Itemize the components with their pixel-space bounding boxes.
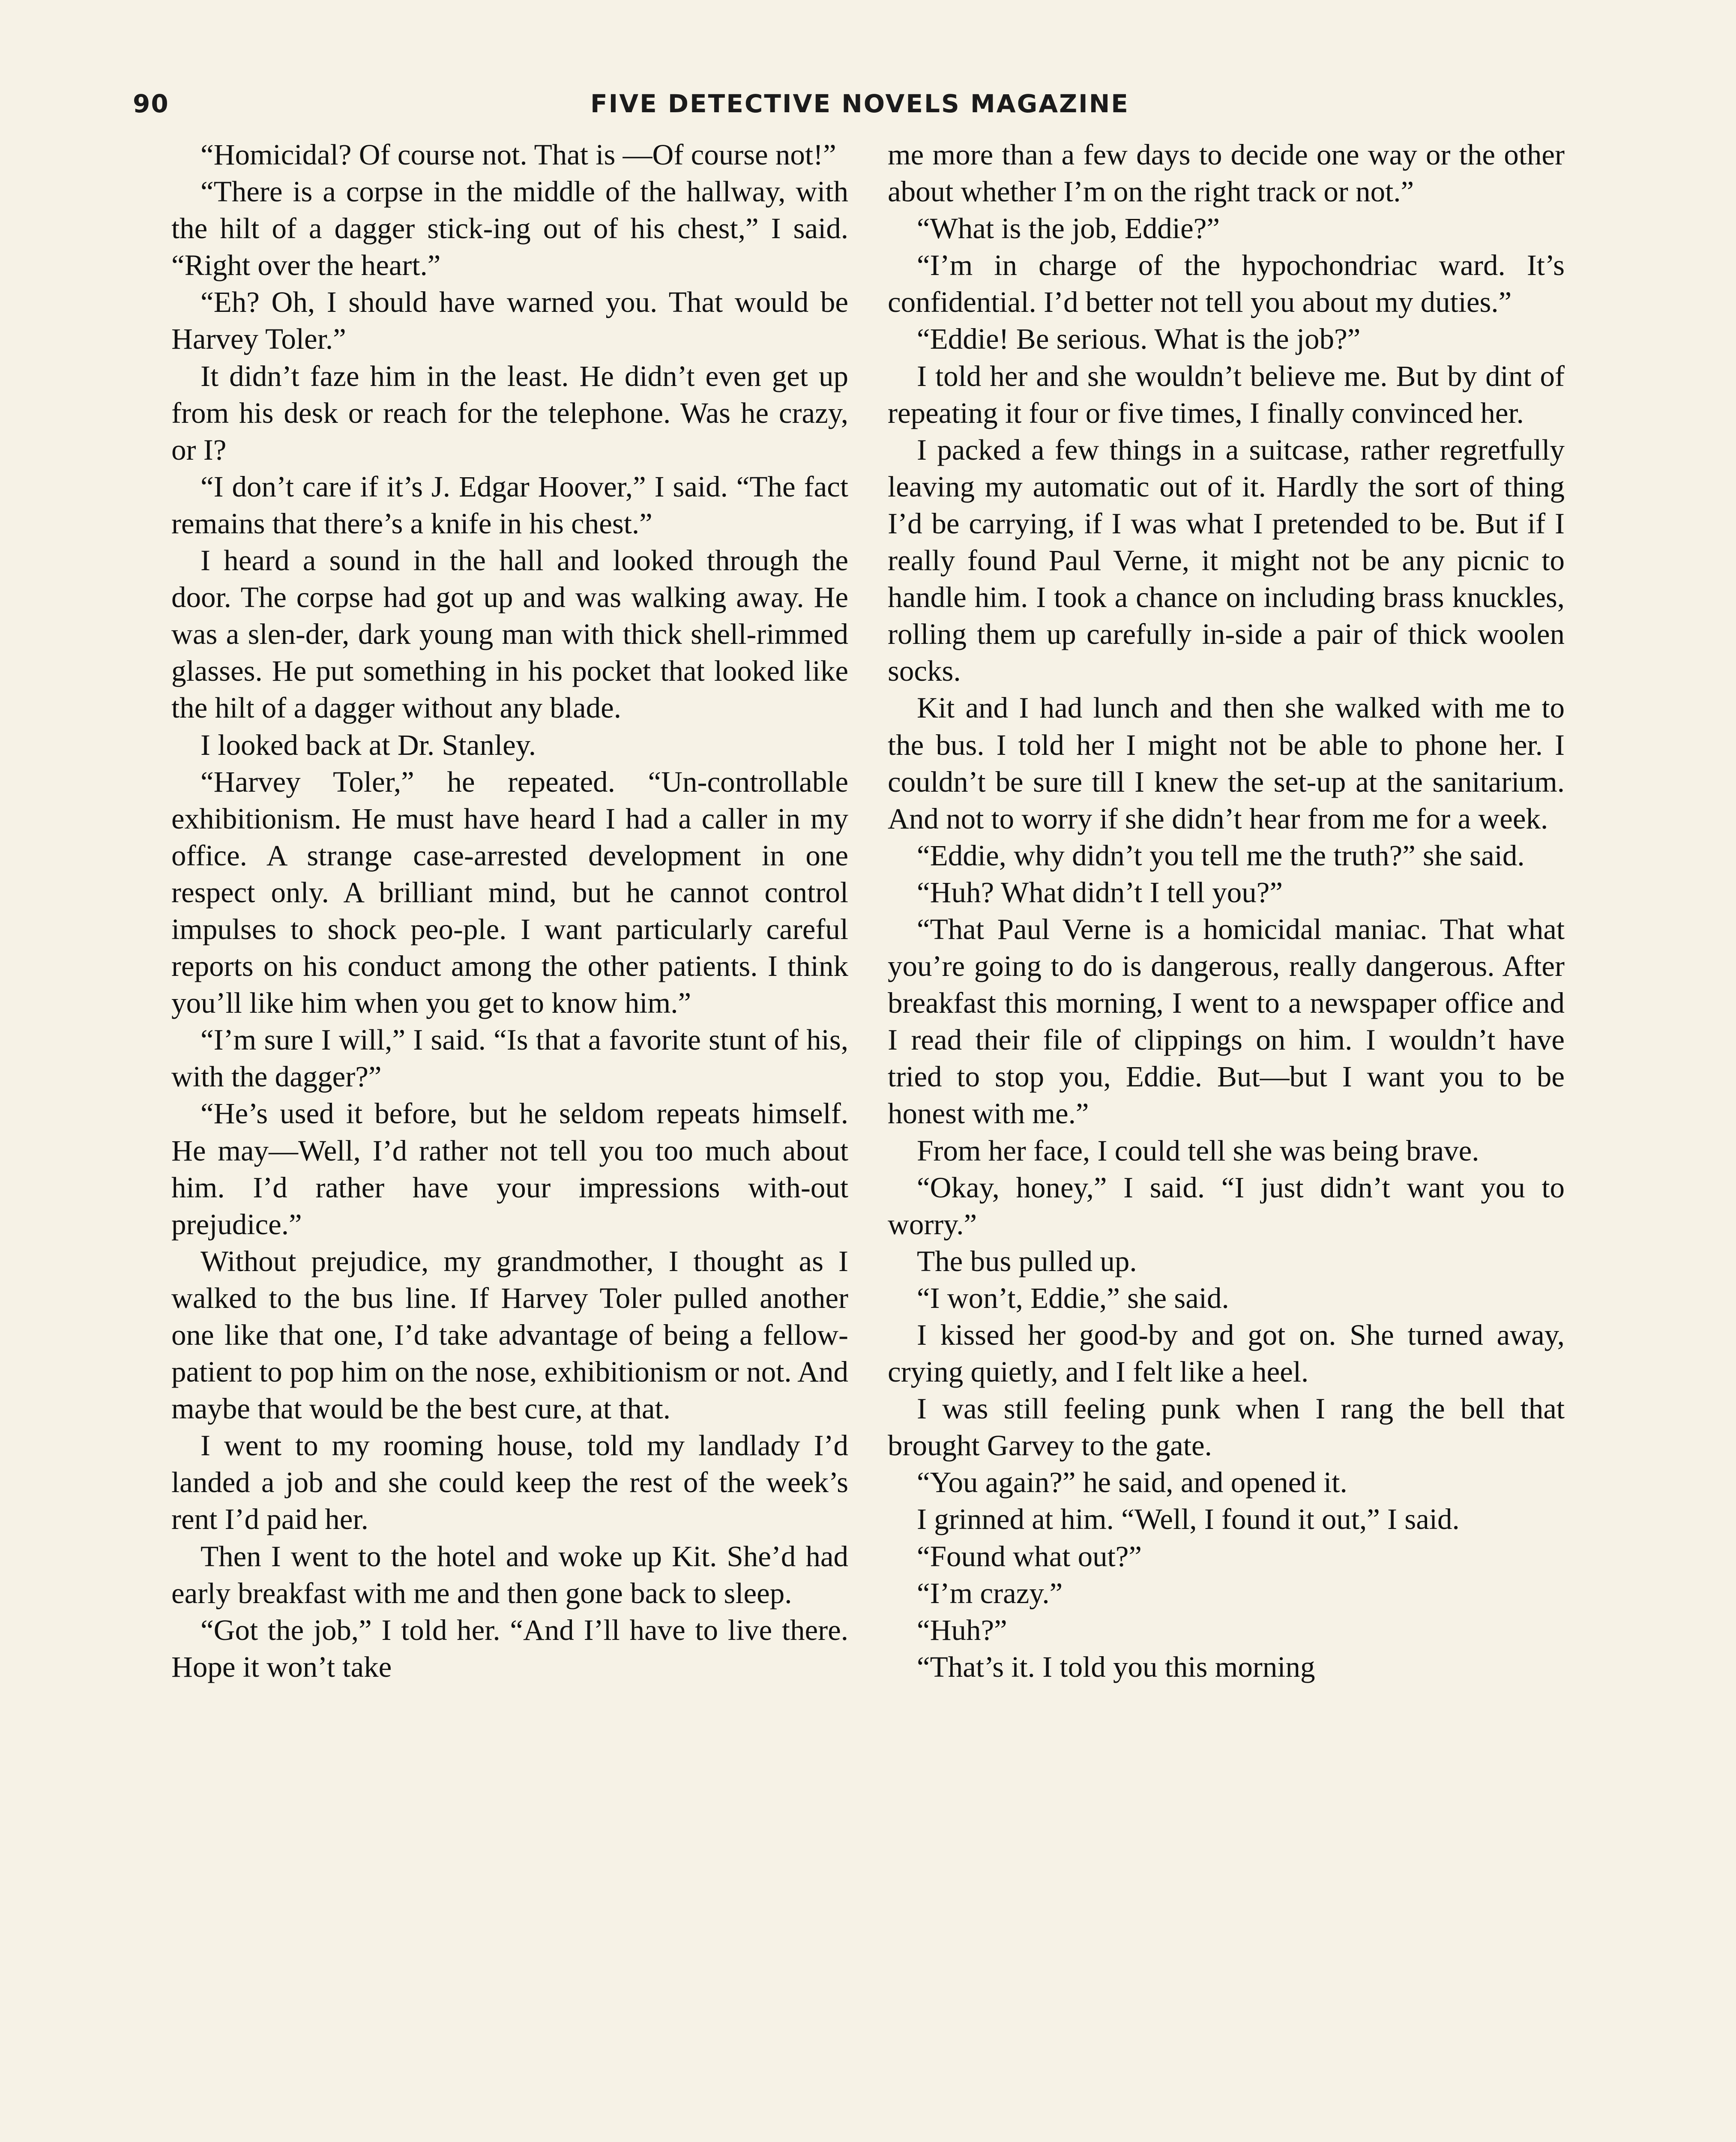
paragraph: “That’s it. I told you this morning <box>917 1650 1315 1683</box>
paragraph: “I won’t, Eddie,” she said. <box>917 1281 1229 1314</box>
paragraph: “Got the job,” I told her. “And I’ll have to live there. Hope it won’t take <box>171 1613 848 1683</box>
page-header <box>128 89 1567 128</box>
paragraph: I packed a few things in a suitcase, rather regretfully leaving my automatic out of it. Hardly the sort of thing I’d be carrying, if I was what I pretended to be. But if I really found Paul Verne, it might not be any picnic to handle him. I took a chance on including brass knuckles, rolling them up carefully in-side a pair of thick woolen socks. <box>888 433 1565 688</box>
paragraph: “Homicidal? Of course not. That is —Of course not!” <box>201 138 836 171</box>
paragraph: “I don’t care if it’s J. Edgar Hoover,” I said. “The fact remains that there’s a knife in his chest.” <box>171 470 848 540</box>
running-head: FIVE DETECTIVE NOVELS MAGAZINE <box>590 89 1129 118</box>
paragraph: “Eddie! Be serious. What is the job?” <box>917 323 1361 356</box>
paragraph: “Huh?” <box>917 1613 1007 1646</box>
paragraph: “Okay, honey,” I said. “I just didn’t want you to worry.” <box>888 1171 1565 1241</box>
paragraph: I heard a sound in the hall and looked through the door. The corpse had got up and was walking away. He was a slen-der, dark young man with thick shell-rimmed glasses. He put something in his pocket that looked like the hilt of a dagger without any blade. <box>171 544 848 724</box>
paragraph: “Eh? Oh, I should have warned you. That would be Harvey Toler.” <box>171 286 848 356</box>
page-number: 90 <box>133 89 169 118</box>
paragraph: Without prejudice, my grandmother, I thought as I walked to the bus line. If Harvey Toler pulled another one like that one, I’d take advantage of being a fellow-patient to pop him on the nose, exhibitionism or not. And maybe that would be the best cure, at that. <box>171 1245 848 1425</box>
right-column <box>888 136 1565 2142</box>
paragraph: “I’m sure I will,” I said. “Is that a favorite stunt of his, with the dagger?” <box>171 1023 848 1093</box>
paragraph: “I’m in charge of the hypochondriac ward. It’s confidential. I’d better not tell you about my duties.” <box>888 249 1565 319</box>
paragraph: Then I went to the hotel and woke up Kit. She’d had early breakfast with me and then gone back to sleep. <box>171 1540 848 1609</box>
paragraph: I looked back at Dr. Stanley. <box>201 728 536 761</box>
paragraph: I was still feeling punk when I rang the bell that brought Garvey to the gate. <box>888 1392 1565 1462</box>
paragraph: I told her and she wouldn’t believe me. But by dint of repeating it four or five times, I finally convinced her. <box>888 359 1565 429</box>
paragraph: Kit and I had lunch and then she walked with me to the bus. I told her I might not be able to phone her. I couldn’t be sure till I knew the set-up at the sanitarium. And not to worry if she didn’t hear from me for a week. <box>888 691 1565 835</box>
paragraph: I went to my rooming house, told my landlady I’d landed a job and she could keep the rest of the week’s rent I’d paid her. <box>171 1429 848 1536</box>
paragraph: “Eddie, why didn’t you tell me the truth?” she said. <box>917 839 1525 872</box>
paragraph: “You again?” he said, and opened it. <box>917 1466 1347 1499</box>
paragraph: “I’m crazy.” <box>917 1577 1063 1609</box>
paragraph: “What is the job, Eddie?” <box>917 212 1220 245</box>
left-column <box>171 136 848 2142</box>
paragraph: From her face, I could tell she was being brave. <box>917 1134 1479 1167</box>
paragraph: “There is a corpse in the middle of the hallway, with the hilt of a dagger stick-ing out of his chest,” I said. “Right over the heart.” <box>171 175 848 282</box>
paragraph: I grinned at him. “Well, I found it out,” I said. <box>917 1503 1460 1536</box>
paragraph: The bus pulled up. <box>917 1245 1137 1277</box>
paragraph: I kissed her good-by and got on. She turned away, crying quietly, and I felt like a heel. <box>888 1319 1565 1388</box>
paragraph: “Found what out?” <box>917 1540 1142 1573</box>
paragraph: me more than a few days to decide one way or the other about whether I’m on the right track or not.” <box>888 138 1565 208</box>
paragraph: It didn’t faze him in the least. He didn’t even get up from his desk or reach for the telephone. Was he crazy, or I? <box>171 359 848 466</box>
paragraph: “Harvey Toler,” he repeated. “Un-controllable exhibitionism. He must have heard I had a caller in my office. A strange case-arrested development in one respect only. A brilliant mind, but he cannot control impulses to shock peo-ple. I want particularly careful reports on his conduct among the other patients. I think you’ll like him when you get to know him.” <box>171 765 848 1020</box>
paragraph: “That Paul Verne is a homicidal maniac. That what you’re going to do is dangerous, really dangerous. After breakfast this morning, I went to a newspaper office and I read their file of clippings on him. I wouldn’t have tried to stop you, Eddie. But—but I want you to be honest with me.” <box>888 912 1565 1130</box>
paragraph: “Huh? What didn’t I tell you?” <box>917 876 1283 909</box>
paragraph: “He’s used it before, but he seldom repeats himself. He may—Well, I’d rather not tell you too much about him. I’d rather have your impressions with-out prejudice.” <box>171 1097 848 1241</box>
